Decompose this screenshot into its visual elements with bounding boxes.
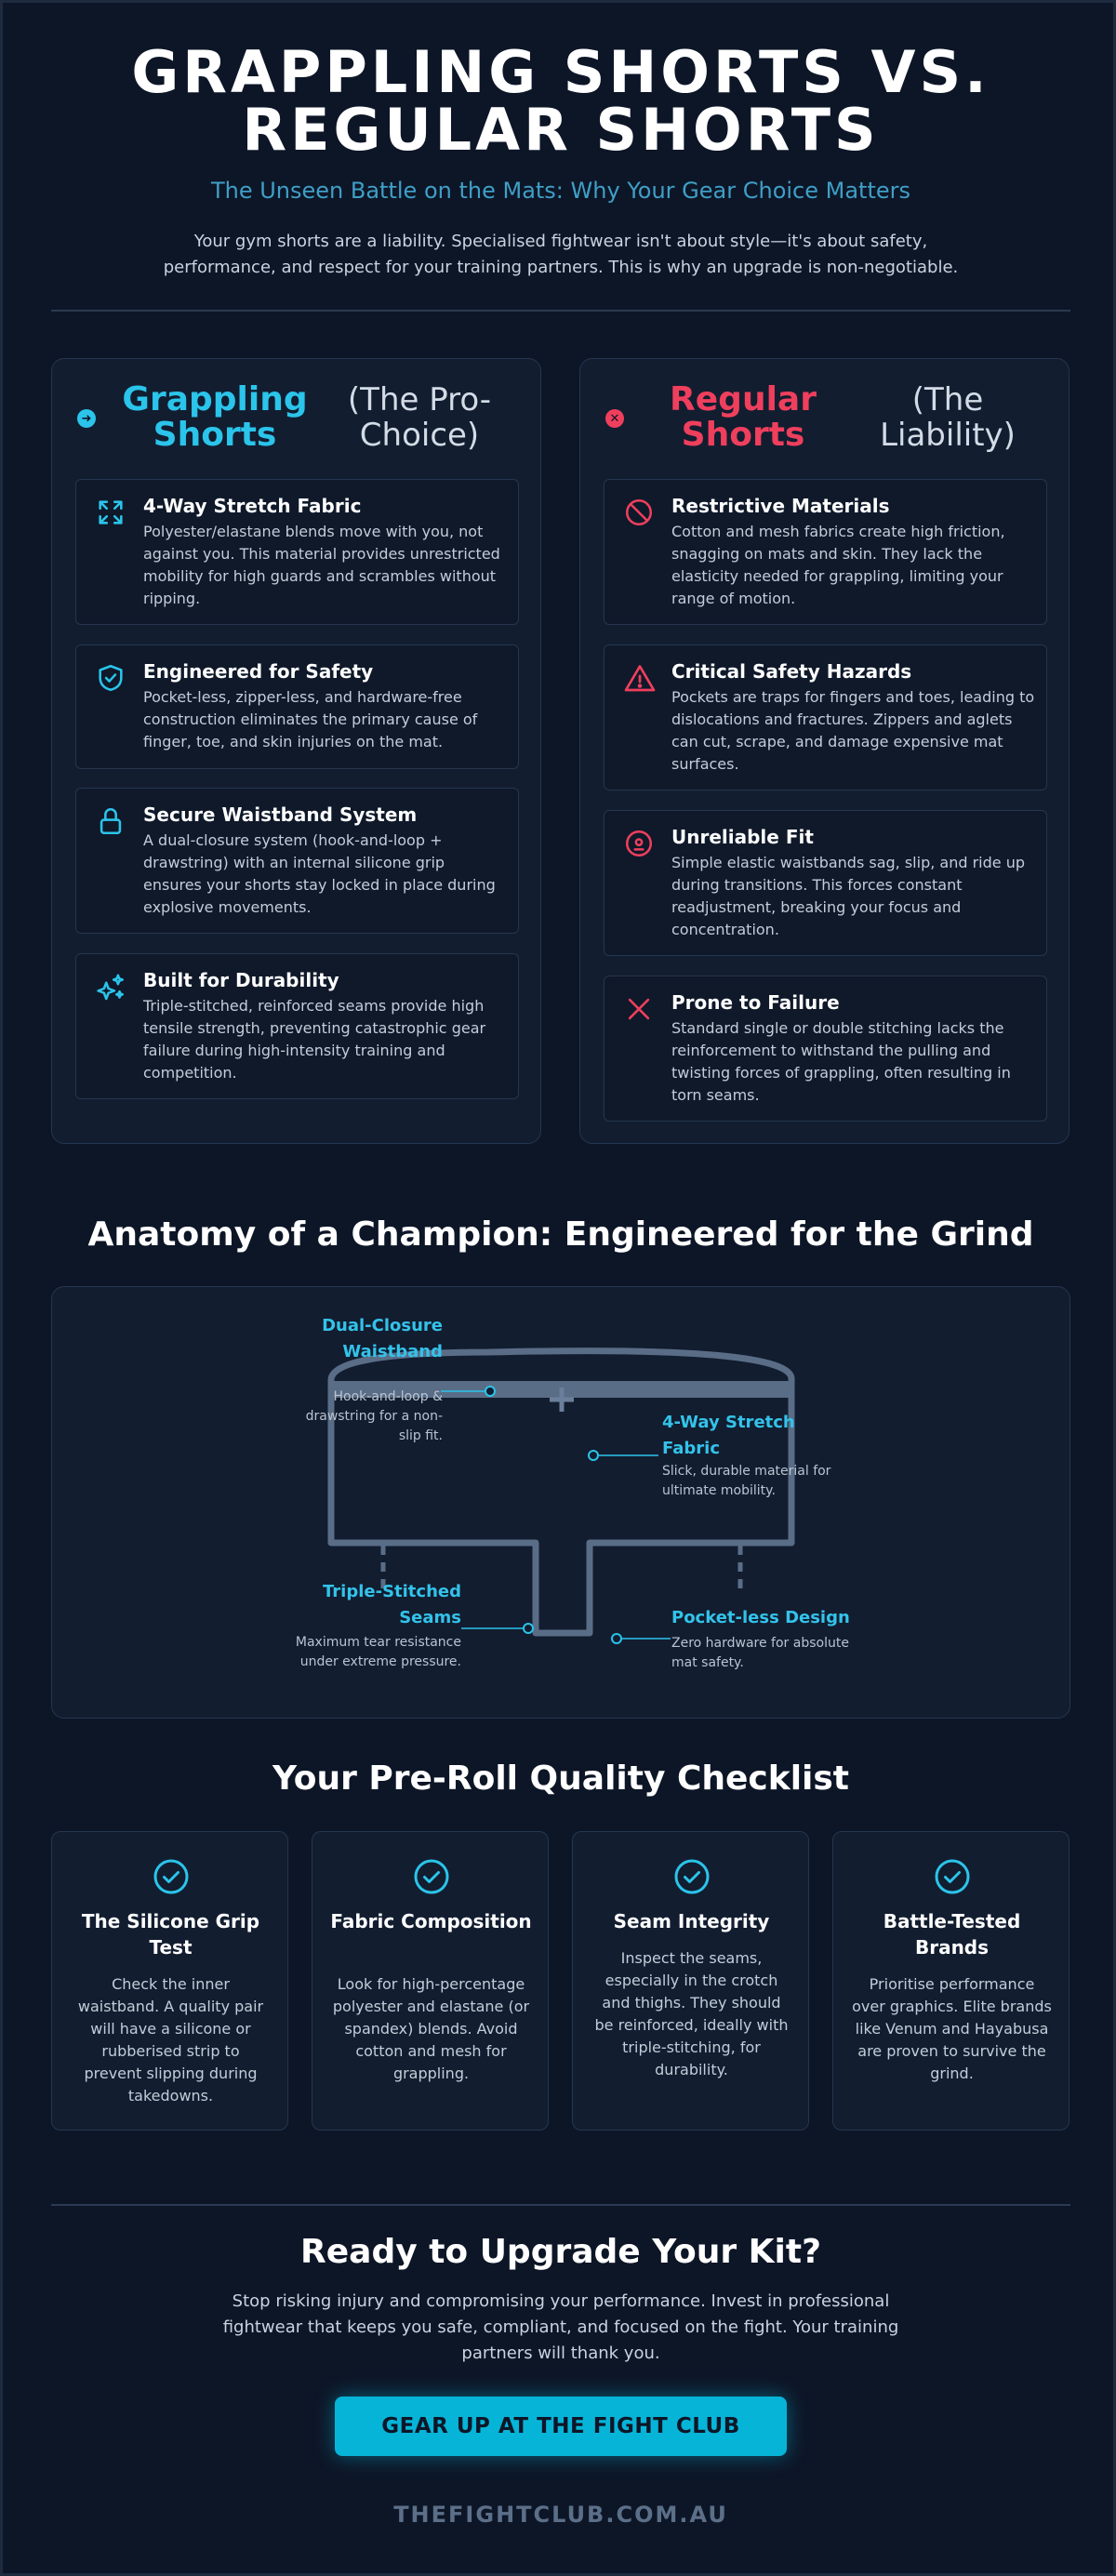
card-text: Polyester/elastane blends move with you, not against you. This material provides unrestricted mobility for high guards and scrambles without ripping.: [143, 523, 500, 607]
ban-icon: [623, 497, 655, 528]
checklist-card-seams: [572, 1831, 809, 2131]
waistband-label: Dual-Closure Waistband: [322, 1316, 443, 1361]
target-icon: [623, 828, 655, 859]
check-text: Prioritise performance over graphics. Elite brands like Venum and Hayabusa are proven to survive the grind.: [852, 1975, 1052, 2082]
check-text: Look for high-percentage polyester and elastane (or spandex) blends. Avoid cotton and mesh for grappling.: [332, 1975, 530, 2082]
checklist-card-brands: [832, 1831, 1070, 2131]
title-line-1: GRAPPLING SHORTS VS.: [131, 38, 990, 106]
regular-panel: [579, 358, 1070, 1144]
check-title: Seam Integrity: [613, 1910, 770, 1932]
check-text: Inspect the seams, especially in the crotch and thighs. They should be reinforced, ideally with triple-stitching, for durability.: [594, 1949, 789, 2078]
grappling-card-stretch: [75, 479, 519, 625]
stretch-label: 4-Way Stretch Fabric: [662, 1413, 795, 1458]
stretch-desc: Slick, durable material for ultimate mobility.: [662, 1464, 831, 1498]
title-line-2: REGULAR SHORTS: [242, 96, 880, 164]
check-circle-icon: [934, 1858, 971, 1899]
grappling-panel: [51, 358, 541, 1144]
card-title: Engineered for Safety: [143, 660, 374, 683]
page-title: [59, 38, 1063, 164]
card-title: Secure Waistband System: [143, 803, 418, 826]
regular-card-failure: [604, 976, 1047, 1122]
card-text: Cotton and mesh fabrics create high friction, snagging on mats and skin. They lack the elasticity needed for grappling, limiting your range of motion.: [671, 523, 1005, 607]
shield-check-icon: [95, 662, 126, 694]
grappling-title: Grappling Shorts: [122, 380, 308, 454]
grappling-card-safety: [75, 644, 519, 769]
cta-text: Stop risking injury and compromising your performance. Invest in professional fightwear that keeps you safe, compliant, and focused on the fight. Your training partners will thank you.: [222, 2291, 899, 2363]
card-title: Prone to Failure: [671, 991, 840, 1014]
check-circle-icon: [153, 1858, 190, 1899]
card-title: Restrictive Materials: [671, 495, 890, 517]
shorts-diagram: [52, 1287, 1071, 1720]
sparkles-icon: [93, 971, 128, 1006]
x-circle-icon: ✕: [605, 409, 624, 428]
warning-triangle-icon: [623, 662, 657, 696]
divider: [51, 2204, 1070, 2206]
pocket-desc: Zero hardware for absolute mat safety.: [671, 1636, 849, 1670]
checklist-card-grip: [51, 1831, 288, 2131]
card-text: Triple-stitched, reinforced seams provide high tensile strength, preventing catastrophic gear failure during high-intensity training and competition.: [143, 997, 486, 1082]
regular-card-fit: [604, 810, 1047, 956]
card-text: A dual-closure system (hook-and-loop + drawstring) with an internal silicone grip ensures your shorts stay locked in place during explosive movements.: [143, 831, 496, 916]
regular-card-hazards: [604, 644, 1047, 790]
check-title: The Silicone Grip Test: [81, 1910, 260, 1959]
footer-website[interactable]: THEFIGHTCLUB.COM.AU: [393, 2502, 728, 2528]
gear-up-button[interactable]: GEAR UP AT THE FIGHT CLUB: [335, 2397, 787, 2456]
intro-text: Your gym shorts are a liability. Specialised fightwear isn't about style—it's about safety, performance, and respect for your training partners. This is why an upgrade is non-negotiable.: [163, 232, 959, 277]
pocket-label: Pocket-less Design: [671, 1608, 850, 1627]
card-text: Pocket-less, zipper-less, and hardware-free construction eliminates the primary cause of finger, toe, and skin injuries on the mat.: [143, 688, 478, 750]
seams-label: Triple-Stitched Seams: [322, 1582, 461, 1627]
check-circle-icon: [673, 1858, 711, 1899]
waistband-desc: Hook-and-loop & drawstring for a non-slip fit.: [305, 1389, 443, 1443]
grappling-card-durability: [75, 953, 519, 1099]
card-text: Pockets are traps for fingers and toes, leading to dislocations and fractures. Zippers and aglets can cut, scrape, and damage expensive mat surfaces.: [671, 688, 1035, 773]
checklist-card-fabric: [312, 1831, 549, 2131]
lock-icon: [95, 805, 126, 837]
card-text: Simple elastic waistbands sag, slip, and ride up during transitions. This forces constant readjustment, breaking your focus and concentration.: [671, 854, 1025, 938]
cta-title: Ready to Upgrade Your Kit?: [300, 2233, 821, 2271]
regular-card-materials: [604, 479, 1047, 625]
x-mark-icon: [623, 993, 655, 1025]
card-title: Unreliable Fit: [671, 826, 814, 848]
anatomy-panel: [51, 1286, 1070, 1719]
checklist-title: Your Pre-Roll Quality Checklist: [272, 1759, 850, 1798]
grappling-card-waistband: [75, 788, 519, 934]
regular-subtitle: (The Liability): [880, 381, 1016, 454]
page-subtitle: The Unseen Battle on the Mats: Why Your Gear Choice Matters: [210, 178, 911, 204]
card-text: Standard single or double stitching lacks the reinforcement to withstand the pulling and twisting forces of grappling, often resulting in torn seams.: [671, 1019, 1011, 1104]
card-title: Critical Safety Hazards: [671, 660, 912, 683]
arrow-right-circle-icon: ➜: [77, 409, 96, 428]
check-circle-icon: [413, 1858, 450, 1899]
card-title: 4-Way Stretch Fabric: [143, 495, 362, 517]
check-title: Battle-Tested Brands: [883, 1910, 1021, 1959]
check-title: Fabric Composition: [330, 1910, 532, 1932]
regular-title: Regular Shorts: [670, 380, 817, 454]
check-text: Check the inner waistband. A quality pair will have a silicone or rubberised strip to prevent slipping during takedowns.: [77, 1975, 264, 2105]
card-title: Built for Durability: [143, 969, 339, 991]
seams-desc: Maximum tear resistance under extreme pressure.: [295, 1635, 461, 1669]
expand-arrows-icon: [95, 497, 126, 528]
grappling-subtitle: (The Pro-Choice): [347, 381, 492, 454]
divider: [51, 310, 1070, 312]
anatomy-title: Anatomy of a Champion: Engineered for the Grind: [87, 1215, 1034, 1254]
